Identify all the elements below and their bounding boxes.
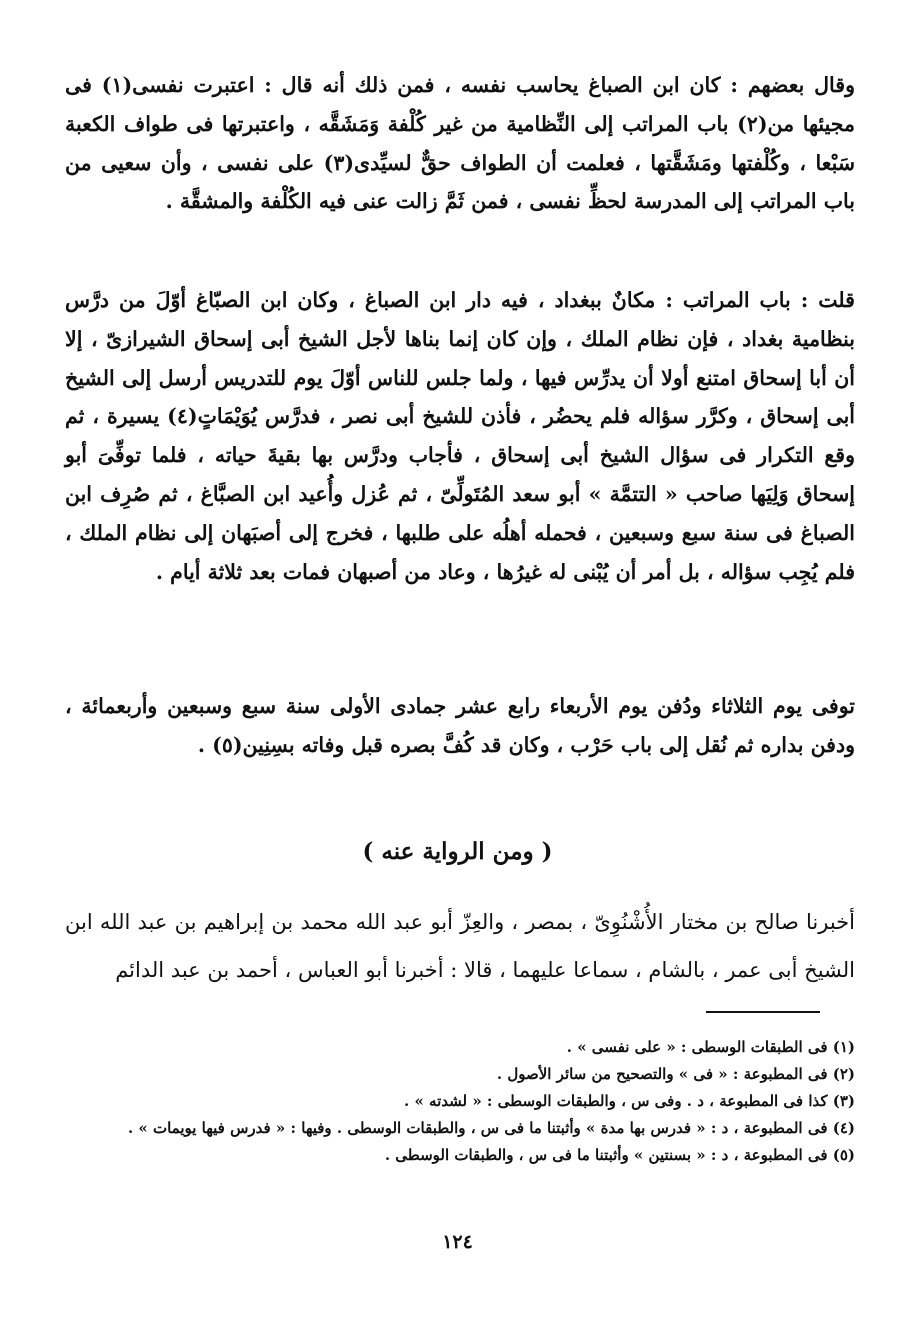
footnote-separator (706, 1011, 820, 1013)
body-paragraph-3: توفى يوم الثلاثاء ودُفن يوم الأربعاء رابع عشر جمادى الأولى سنة سبع وسبعين وأربعمائة ، ودفن بداره ثم نُقل إلى باب حَرْب ، وكان قد كُفَّ بصره قبل وفاته بسِنِين(٥) . (65, 694, 855, 757)
footnote-1: (١) فى الطبقات الوسطى : « على نفسى » . (566, 1038, 855, 1056)
section-heading: ( ومن الرواية عنه ) (362, 838, 553, 865)
footnote-5: (٥) فى المطبوعة ، د : « بسنتين » وأثبتنا ما فى س ، والطبقات الوسطى . (384, 1146, 855, 1164)
body-paragraph-1: وقال بعضهم : كان ابن الصباغ يحاسب نفسه ، فمن ذلك أنه قال : اعتبرت نفسى(١) فى مجيئها من(٢) باب المراتب إلى النِّظامية من غير كُلْفة وَمَشَقَّه ، واعتبرتها فى طواف الكعبة سَبْعا ، وكُلْفتها ومَشَقَّتها ، فعلمت أن الطواف حقٌّ لسيِّدى(٣) على نفسى ، وأن سعيى من باب المراتب إلى المدرسة لحظِّ نفسى ، فمن ثَمَّ زالت عنى فيه الكُلْفة والمشقَّة . (65, 73, 855, 214)
footnote-4: (٤) فى المطبوعة ، د : « فدرس بها مدة » وأثبتنا ما فى س ، والطبقات الوسطى . وفيها : « فدرس فيها يويمات » . (127, 1119, 855, 1137)
riwaya-paragraph: أخبرنا صالح بن مختار الأُشْنُوِىّ ، بمصر ، والعِزّ أبو عبد الله محمد بن إبراهيم بن عبد الله ابن الشيخ أبى عمر ، بالشام ، سماعا عليهما ، قالا : أخبرنا أبو العباس ، أحمد بن عبد الدائم (65, 910, 855, 982)
footnote-2: (٢) فى المطبوعة : « فى » والتصحيح من سائر الأصول . (496, 1065, 855, 1083)
footnotes-list (65, 1034, 855, 1169)
body-paragraph-2: قلت : باب المراتب : مكانٌ ببغداد ، فيه دار ابن الصباغ ، وكان ابن الصبّاغ أوّلَ من درَّس بنظامية بغداد ، فإن نظام الملك ، وإن كان إنما بناها لأجل الشيخ أبى إسحاق الشيرازىّ ، إلا أن أبا إسحاق امتنع أولا أن يدرِّس فيها ، ولما جلس للناس أوّلَ يوم للتدريس أرسل إلى الشيخ أبى إسحاق ، وكرَّر سؤاله فلم يحضُر ، فأذن للشيخ أبى نصر ، فدرَّس يُوَيْمَاتٍ(٤) يسيرة ، ثم وقع التكرار فى سؤال الشيخ أبى إسحاق ، فأجاب ودرَّس بها بقيةَ حياته ، فلما توفِّىَ أبو إسحاق وَلِيَها صاحب « التتمَّة » أبو سعد المُتَولِّىّ ، ثم عُزل وأُعيد ابن الصبَّاغ ، ثم صُرِف ابن الصباغ فى سنة سبع وسبعين ، فحمله أهلُه على طلبها ، فخرج إلى أصبَهان إلى نظام الملك ، فلم يُجِب سؤاله ، بل أمر أن يُبْنى له غيرُها ، وعاد من أصبهان فمات بعد ثلاثة أيام . (65, 288, 856, 584)
footnote-3: (٣) كذا فى المطبوعة ، د . وفى س ، والطبقات الوسطى : « لشدته » . (404, 1092, 855, 1110)
page-number: ١٢٤ (442, 1231, 473, 1253)
